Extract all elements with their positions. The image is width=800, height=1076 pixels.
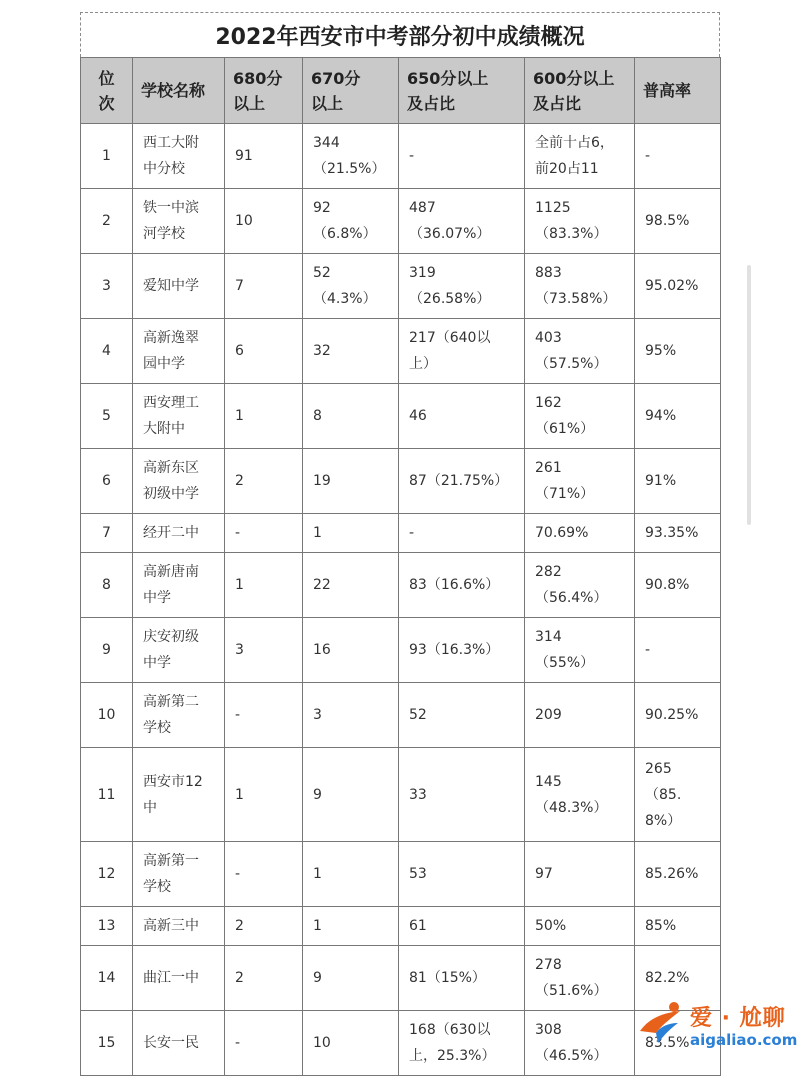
above-600-cell: 70.69%	[525, 514, 635, 553]
header-rank: 位 次	[81, 58, 133, 124]
above-670-cell: 344 （21.5%）	[303, 124, 399, 189]
above-680-cell: 1	[225, 553, 303, 618]
table-row	[81, 1011, 721, 1076]
above-600-cell: 314 （55%）	[525, 618, 635, 683]
header-school-name: 学校名称	[133, 58, 225, 124]
rank-cell: 7	[81, 514, 133, 553]
above-650-cell: 53	[399, 842, 525, 907]
school-name-cell: 高新第二 学校	[133, 683, 225, 748]
school-name-cell: 曲江一中	[133, 946, 225, 1011]
brand-url: aigaliao.com	[690, 1031, 798, 1049]
watermark	[634, 995, 800, 1059]
rank-cell: 9	[81, 618, 133, 683]
score-table-sheet	[80, 12, 720, 1076]
above-670-cell: 3	[303, 683, 399, 748]
above-680-cell: 7	[225, 254, 303, 319]
rank-cell: 12	[81, 842, 133, 907]
above-600-cell: 145 （48.3%）	[525, 748, 635, 842]
school-name-cell: 爱知中学	[133, 254, 225, 319]
above-650-cell: 168（630以 上，25.3%）	[399, 1011, 525, 1076]
above-600-cell: 403 （57.5%）	[525, 319, 635, 384]
table-row	[81, 618, 721, 683]
above-600-cell: 261 （71%）	[525, 449, 635, 514]
above-670-cell: 9	[303, 946, 399, 1011]
table-row	[81, 553, 721, 618]
above-670-cell: 32	[303, 319, 399, 384]
above-680-cell: 10	[225, 189, 303, 254]
rank-cell: 15	[81, 1011, 133, 1076]
school-name-cell: 高新唐南 中学	[133, 553, 225, 618]
table-row	[81, 319, 721, 384]
high-school-rate-cell: -	[635, 618, 721, 683]
above-680-cell: -	[225, 842, 303, 907]
table-row	[81, 946, 721, 1011]
above-600-cell: 1125 （83.3%）	[525, 189, 635, 254]
above-680-cell: 3	[225, 618, 303, 683]
high-school-rate-cell: 85%	[635, 907, 721, 946]
above-650-cell: 52	[399, 683, 525, 748]
above-650-cell: 319 （26.58%）	[399, 254, 525, 319]
high-school-rate-cell: 90.8%	[635, 553, 721, 618]
above-600-cell: 全前十占6， 前20占11	[525, 124, 635, 189]
school-name-cell: 长安一民	[133, 1011, 225, 1076]
high-school-rate-cell: 265 （85. 8%）	[635, 748, 721, 842]
above-650-cell: 33	[399, 748, 525, 842]
table-row	[81, 907, 721, 946]
table-row	[81, 449, 721, 514]
school-name-cell: 西工大附 中分校	[133, 124, 225, 189]
school-name-cell: 西安市12 中	[133, 748, 225, 842]
above-680-cell: -	[225, 683, 303, 748]
school-name-cell: 高新东区 初级中学	[133, 449, 225, 514]
above-600-cell: 162 （61%）	[525, 384, 635, 449]
header-high-school-rate: 普高率	[635, 58, 721, 124]
table-row	[81, 384, 721, 449]
above-650-cell: -	[399, 514, 525, 553]
score-table	[80, 57, 721, 1076]
rank-cell: 8	[81, 553, 133, 618]
rank-cell: 11	[81, 748, 133, 842]
rank-cell: 6	[81, 449, 133, 514]
rank-cell: 14	[81, 946, 133, 1011]
above-670-cell: 92 （6.8%）	[303, 189, 399, 254]
header-above-650-ratio: 650分以上 及占比	[399, 58, 525, 124]
above-670-cell: 52 （4.3%）	[303, 254, 399, 319]
table-row	[81, 254, 721, 319]
above-680-cell: -	[225, 514, 303, 553]
rank-cell: 13	[81, 907, 133, 946]
rank-cell: 2	[81, 189, 133, 254]
header-above-680: 680分 以上	[225, 58, 303, 124]
above-670-cell: 19	[303, 449, 399, 514]
above-670-cell: 22	[303, 553, 399, 618]
above-670-cell: 16	[303, 618, 399, 683]
high-school-rate-cell: 82.2%	[635, 946, 721, 1011]
above-650-cell: 93（16.3%）	[399, 618, 525, 683]
brand-name: 爱 · 尬聊	[690, 1006, 786, 1031]
above-650-cell: 87（21.75%）	[399, 449, 525, 514]
high-school-rate-cell: 98.5%	[635, 189, 721, 254]
table-title: 2022年西安市中考部分初中成绩概况	[80, 12, 720, 57]
above-600-cell: 308 （46.5%）	[525, 1011, 635, 1076]
above-680-cell: 91	[225, 124, 303, 189]
table-row	[81, 748, 721, 842]
table-row	[81, 124, 721, 189]
high-school-rate-cell: -	[635, 124, 721, 189]
above-680-cell: 1	[225, 384, 303, 449]
above-680-cell: -	[225, 1011, 303, 1076]
above-650-cell: 81（15%）	[399, 946, 525, 1011]
above-650-cell: 46	[399, 384, 525, 449]
table-row	[81, 514, 721, 553]
rank-cell: 10	[81, 683, 133, 748]
rank-cell: 5	[81, 384, 133, 449]
above-670-cell: 1	[303, 842, 399, 907]
above-670-cell: 1	[303, 514, 399, 553]
above-650-cell: 61	[399, 907, 525, 946]
table-row	[81, 683, 721, 748]
above-670-cell: 1	[303, 907, 399, 946]
above-680-cell: 2	[225, 907, 303, 946]
above-650-cell: -	[399, 124, 525, 189]
school-name-cell: 经开二中	[133, 514, 225, 553]
rank-cell: 4	[81, 319, 133, 384]
table-row	[81, 189, 721, 254]
high-school-rate-cell: 95%	[635, 319, 721, 384]
above-670-cell: 9	[303, 748, 399, 842]
rank-cell: 1	[81, 124, 133, 189]
high-school-rate-cell: 91%	[635, 449, 721, 514]
above-600-cell: 883 （73.58%）	[525, 254, 635, 319]
rank-cell: 3	[81, 254, 133, 319]
above-600-cell: 97	[525, 842, 635, 907]
above-650-cell: 217（640以 上）	[399, 319, 525, 384]
above-650-cell: 487 （36.07%）	[399, 189, 525, 254]
high-school-rate-cell: 95.02%	[635, 254, 721, 319]
header-above-670: 670分 以上	[303, 58, 399, 124]
high-school-rate-cell: 90.25%	[635, 683, 721, 748]
above-650-cell: 83（16.6%）	[399, 553, 525, 618]
high-school-rate-cell: 93.35%	[635, 514, 721, 553]
high-school-rate-cell: 94%	[635, 384, 721, 449]
table-row	[81, 842, 721, 907]
school-name-cell: 西安理工 大附中	[133, 384, 225, 449]
high-school-rate-cell: 83.5%	[635, 1011, 721, 1076]
school-name-cell: 高新第一 学校	[133, 842, 225, 907]
high-school-rate-cell: 85.26%	[635, 842, 721, 907]
above-670-cell: 8	[303, 384, 399, 449]
school-name-cell: 铁一中滨 河学校	[133, 189, 225, 254]
above-600-cell: 278 （51.6%）	[525, 946, 635, 1011]
brand-logo-icon	[634, 999, 686, 1049]
school-name-cell: 庆安初级 中学	[133, 618, 225, 683]
above-680-cell: 1	[225, 748, 303, 842]
above-680-cell: 2	[225, 946, 303, 1011]
above-670-cell: 10	[303, 1011, 399, 1076]
scrollbar[interactable]	[747, 265, 751, 525]
school-name-cell: 高新三中	[133, 907, 225, 946]
header-above-600-ratio: 600分以上 及占比	[525, 58, 635, 124]
above-600-cell: 50%	[525, 907, 635, 946]
above-600-cell: 282 （56.4%）	[525, 553, 635, 618]
school-name-cell: 高新逸翠 园中学	[133, 319, 225, 384]
above-680-cell: 6	[225, 319, 303, 384]
above-600-cell: 209	[525, 683, 635, 748]
above-680-cell: 2	[225, 449, 303, 514]
table-header-row	[81, 58, 721, 124]
